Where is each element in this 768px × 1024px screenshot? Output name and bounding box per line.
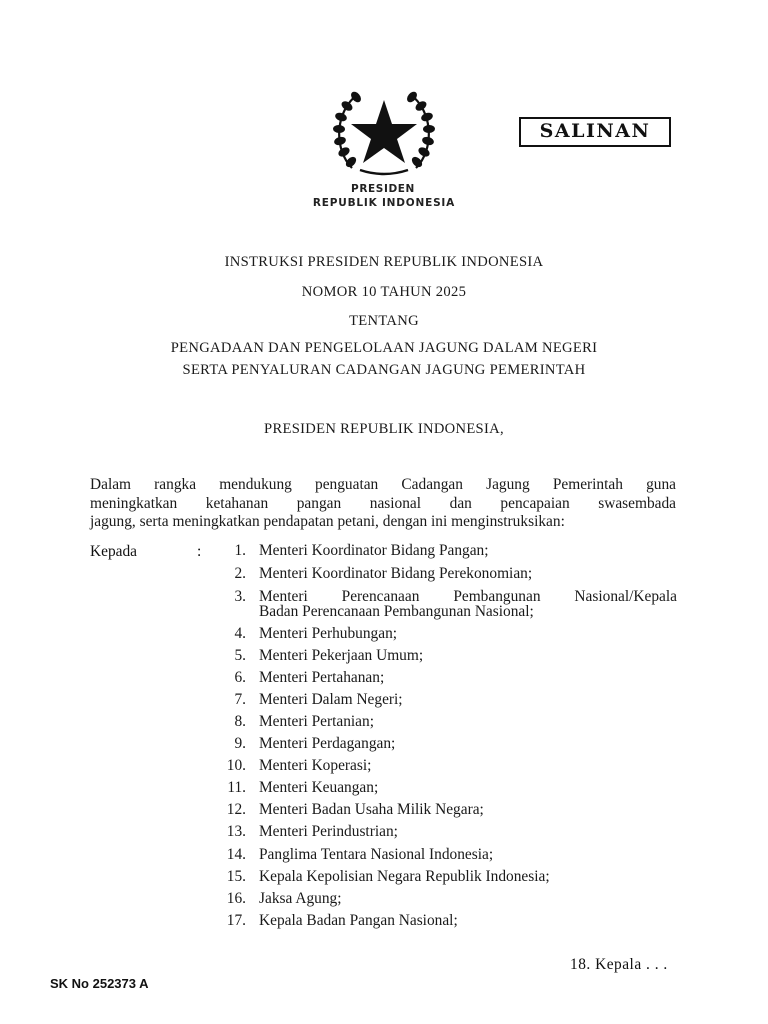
document-title: INSTRUKSI PRESIDEN REPUBLIK INDONESIA <box>224 254 544 270</box>
document-issuer: PRESIDEN REPUBLIK INDONESIA, <box>264 421 504 437</box>
list-item-number: 4. <box>234 625 246 642</box>
list-item-text: Menteri Koordinator Bidang Pangan; <box>259 542 489 559</box>
list-item-text: Menteri Keuangan; <box>259 779 379 796</box>
document-subject-line-2: SERTA PENYALURAN CADANGAN JAGUNG PEMERINTAH <box>182 362 586 378</box>
list-item-text: Menteri Badan Usaha Milik Negara; <box>259 801 484 818</box>
preamble-line: meningkatkan ketahanan pangan nasional dan pencapaian swasembada <box>90 494 676 512</box>
list-item-text: Kepala Kepolisian Negara Republik Indonesia; <box>259 868 550 885</box>
list-item-number: 8. <box>234 713 246 730</box>
list-item-text: Badan Perencanaan Pembangunan Nasional; <box>259 603 534 620</box>
preamble-line: jagung, serta meningkatkan pendapatan petani, dengan ini menginstruksikan: <box>90 513 565 530</box>
list-item-text: Menteri Koperasi; <box>259 757 372 774</box>
list-item-text: Menteri Pertanian; <box>259 713 374 730</box>
list-item-text: Menteri Perencanaan Pembangunan Nasional/Kepala <box>259 588 677 605</box>
list-item-number: 3. <box>234 588 246 605</box>
list-item-text: Menteri Pekerjaan Umum; <box>259 647 424 664</box>
list-item-text: Menteri Koordinator Bidang Perekonomian; <box>259 565 533 582</box>
document-about: TENTANG <box>349 313 419 329</box>
list-item-number: 6. <box>234 669 246 686</box>
list-item-text: Menteri Dalam Negeri; <box>259 691 403 708</box>
list-item-number: 12. <box>226 801 246 818</box>
letterhead-line-2: REPUBLIK INDONESIA <box>312 197 456 209</box>
list-item-number: 17. <box>226 912 246 929</box>
list-item-number: 16. <box>226 890 246 907</box>
document-number: NOMOR 10 TAHUN 2025 <box>301 284 467 300</box>
addressees-colon: : <box>197 543 202 560</box>
list-item-text: Menteri Perindustrian; <box>259 823 398 840</box>
list-item-number: 5. <box>234 647 246 664</box>
list-item-text: Menteri Pertahanan; <box>259 669 385 686</box>
list-item-number: 10. <box>226 757 246 774</box>
list-item-text: Jaksa Agung; <box>259 890 342 907</box>
addressees-label: Kepada <box>90 543 137 560</box>
page-continuation: 18. Kepala . . . <box>570 956 668 973</box>
list-item-number: 11. <box>227 779 246 796</box>
list-item-number: 2. <box>234 565 246 582</box>
list-item-number: 1. <box>234 542 246 559</box>
serial-number: SK No 252373 A <box>50 976 149 991</box>
garuda-star-emblem-icon <box>330 82 438 182</box>
list-item-number: 13. <box>226 823 246 840</box>
list-item-text: Kepala Badan Pangan Nasional; <box>259 912 458 929</box>
list-item-number: 14. <box>226 846 246 863</box>
list-item-text: Menteri Perdagangan; <box>259 735 396 752</box>
letterhead-line-1: PRESIDEN <box>351 183 415 195</box>
document-subject-line-1: PENGADAAN DAN PENGELOLAAN JAGUNG DALAM NEGERI <box>170 340 598 356</box>
list-item-text: Menteri Perhubungan; <box>259 625 398 642</box>
list-item-number: 9. <box>234 735 246 752</box>
copy-stamp: SALINAN <box>519 117 671 147</box>
preamble-line: Dalam rangka mendukung penguatan Cadangan Jagung Pemerintah guna <box>90 476 676 493</box>
list-item-text: Panglima Tentara Nasional Indonesia; <box>259 846 494 863</box>
preamble-paragraph <box>90 476 676 532</box>
list-item-number: 15. <box>226 868 246 885</box>
list-item-number: 7. <box>234 691 246 708</box>
